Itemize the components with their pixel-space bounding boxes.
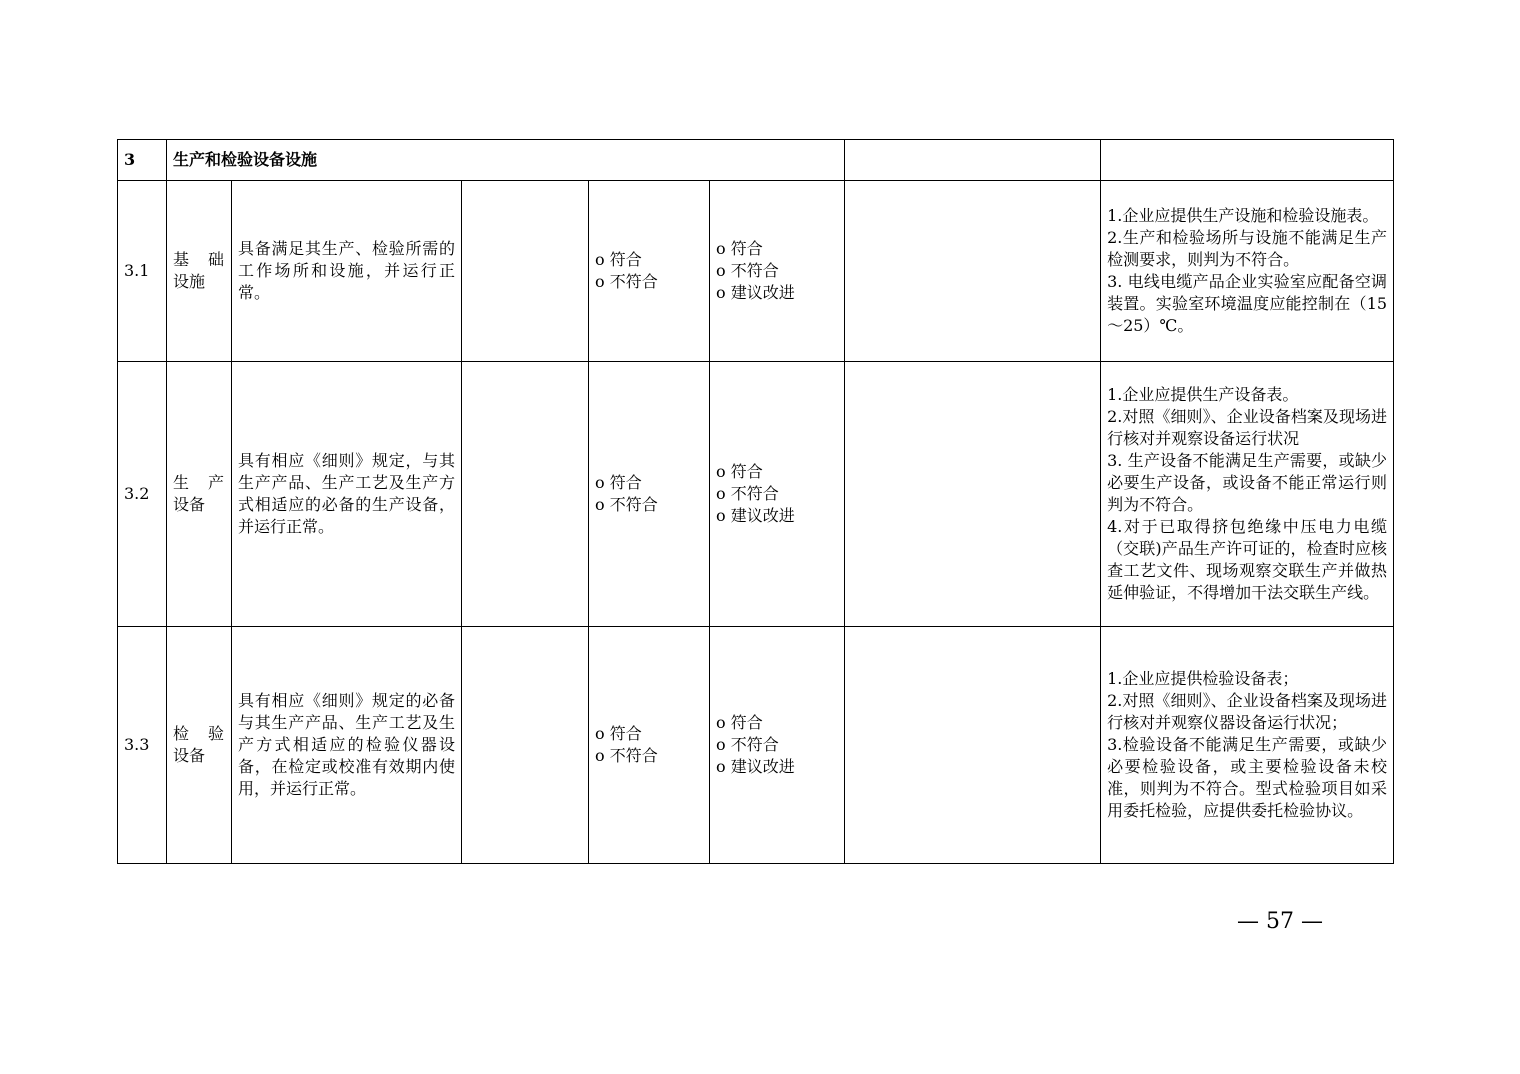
note-line: 2.对照《细则》、企业设备档案及现场进行核对并观察设备运行状况 <box>1107 407 1388 448</box>
empty-cell <box>462 181 589 362</box>
item-number: 3.2 <box>118 362 167 627</box>
option-conform[interactable]: o 符合 <box>716 713 763 732</box>
requirement-text: 具有相应《细则》规定，与其生产产品、生产工艺及生产方式相适应的必备的生产设备，并运行正常。 <box>232 362 462 627</box>
empty-cell <box>845 362 1101 627</box>
item-number: 3.3 <box>118 627 167 864</box>
option-nonconform[interactable]: o 不符合 <box>595 272 658 291</box>
note-cell <box>1101 627 1394 864</box>
conformity-options <box>589 362 710 627</box>
inspection-checklist-table <box>117 139 1394 864</box>
item-name-line: 生产 <box>173 473 225 492</box>
empty-cell <box>845 627 1101 864</box>
table-row <box>118 181 1394 362</box>
option-improve[interactable]: o 建议改进 <box>716 757 795 776</box>
empty-cell <box>462 627 589 864</box>
option-nonconform[interactable]: o 不符合 <box>716 735 779 754</box>
item-name-line: 基础 <box>173 250 225 269</box>
option-nonconform[interactable]: o 不符合 <box>716 261 779 280</box>
empty-cell <box>462 362 589 627</box>
option-nonconform[interactable]: o 不符合 <box>595 746 658 765</box>
requirement-text: 具备满足其生产、检验所需的工作场所和设施，并运行正常。 <box>232 181 462 362</box>
option-improve[interactable]: o 建议改进 <box>716 283 795 302</box>
note-line: 1.企业应提供生产设备表。 <box>1107 385 1299 404</box>
requirement-text: 具有相应《细则》规定的必备与其生产产品、生产工艺及生产方式相适应的检验仪器设备，在检定或校准有效期内使用，并运行正常。 <box>232 627 462 864</box>
option-conform[interactable]: o 符合 <box>595 724 642 743</box>
item-number: 3.1 <box>118 181 167 362</box>
item-name-line: 设备 <box>173 746 206 765</box>
section-header-row <box>118 140 1394 181</box>
empty-cell <box>1101 140 1394 181</box>
note-line: 2.生产和检验场所与设施不能满足生产检测要求，则判为不符合。 <box>1107 228 1388 269</box>
empty-cell <box>845 181 1101 362</box>
option-conform[interactable]: o 符合 <box>716 239 763 258</box>
note-line: 3. 生产设备不能满足生产需要，或缺少必要生产设备，或设备不能正常运行则判为不符合。 <box>1107 451 1388 514</box>
option-conform[interactable]: o 符合 <box>595 250 642 269</box>
conformity-options <box>589 181 710 362</box>
review-options <box>710 627 845 864</box>
item-name <box>167 627 232 864</box>
option-nonconform[interactable]: o 不符合 <box>716 484 779 503</box>
option-conform[interactable]: o 符合 <box>595 473 642 492</box>
option-nonconform[interactable]: o 不符合 <box>595 495 658 514</box>
note-line: 3. 电线电缆产品企业实验室应配备空调装置。实验室环境温度应能控制在（15～25）℃。 <box>1107 272 1388 335</box>
note-line: 3.检验设备不能满足生产需要，或缺少必要检验设备，或主要检验设备未校准，则判为不符合。型式检验项目如采用委托检验，应提供委托检验协议。 <box>1107 735 1388 820</box>
note-line: 4.对于已取得挤包绝缘中压电力电缆（交联)产品生产许可证的，检查时应核查工艺文件、现场观察交联生产并做热延伸验证，不得增加干法交联生产线。 <box>1107 517 1388 602</box>
item-name-line: 设施 <box>173 272 206 291</box>
review-options <box>710 181 845 362</box>
table-row <box>118 627 1394 864</box>
review-options <box>710 362 845 627</box>
note-line: 2.对照《细则》、企业设备档案及现场进行核对并观察仪器设备运行状况； <box>1107 691 1388 732</box>
option-improve[interactable]: o 建议改进 <box>716 506 795 525</box>
item-name <box>167 181 232 362</box>
page-number: — 57 — <box>1237 909 1323 934</box>
item-name <box>167 362 232 627</box>
note-cell <box>1101 362 1394 627</box>
section-number: 3 <box>118 140 167 181</box>
note-line: 1.企业应提供检验设备表； <box>1107 669 1299 688</box>
conformity-options <box>589 627 710 864</box>
table-row <box>118 362 1394 627</box>
note-line: 1.企业应提供生产设施和检验设施表。 <box>1107 206 1379 225</box>
empty-cell <box>845 140 1101 181</box>
item-name-line: 检验 <box>173 724 225 743</box>
note-cell <box>1101 181 1394 362</box>
option-conform[interactable]: o 符合 <box>716 462 763 481</box>
item-name-line: 设备 <box>173 495 206 514</box>
section-title: 生产和检验设备设施 <box>167 140 845 181</box>
